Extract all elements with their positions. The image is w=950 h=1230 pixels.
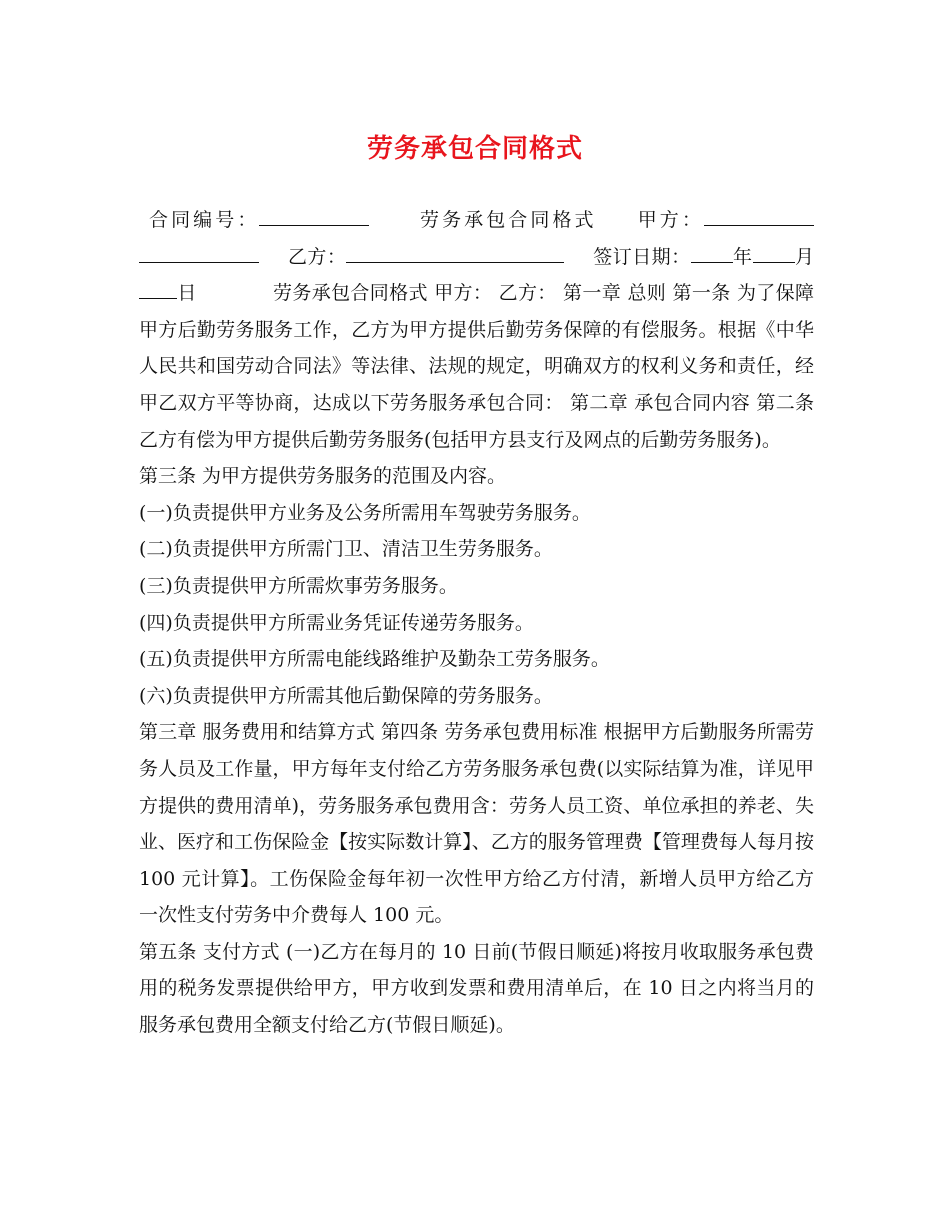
- party-b-blank: [346, 240, 564, 263]
- year-blank: [691, 240, 733, 263]
- party-b-label: 乙方：: [287, 245, 347, 268]
- header-doc-name: 劳务承包合同格式: [416, 209, 597, 231]
- list-item: (二)负责提供甲方所需门卫、清洁卫生劳务服务。: [139, 538, 553, 561]
- header-paragraph: [139, 202, 814, 458]
- year-label: 年: [732, 245, 753, 268]
- list-item: (六)负责提供甲方所需其他后勤保障的劳务服务。: [139, 684, 553, 707]
- paragraph-5: 第五条 支付方式 (一)乙方在每月的 10 日前(节假日顺延)将按月收取服务承包费用的税务发票提供给甲方，甲方收到发票和费用清单后，在 10 日之内将当月的服务承包费用全额支付给乙方(节假日顺延)。: [139, 940, 814, 1037]
- month-label: 月: [794, 245, 814, 268]
- contract-no-label: 合同编号：: [149, 209, 260, 231]
- contract-no-blank: [259, 203, 369, 226]
- party-a-blank: [704, 203, 814, 226]
- paragraph-3: 第三条 为甲方提供劳务服务的范围及内容。: [139, 465, 507, 488]
- party-a-blank-cont: [139, 240, 259, 263]
- sign-date-label: 签订日期：: [592, 245, 691, 268]
- intro-text: 劳务承包合同格式 甲方： 乙方： 第一章 总则 第一条 为了保障甲方后勤劳务服务工作，乙方为甲方提供后勤劳务保障的有偿服务。根据《中华人民共和国劳动合同法》等法律、法规的规定，明确双方的权利义务和责任，经甲乙双方平等协商，达成以下劳务服务承包合同： 第二章 承包合同内容 第二条 乙方有偿为甲方提供后勤劳务服务(包括甲方县支行及网点的后勤劳务服务)。: [139, 282, 814, 451]
- document-title: 劳务承包合同格式: [366, 134, 583, 164]
- list-item: (五)负责提供甲方所需电能线路维护及勤杂工劳务服务。: [139, 648, 610, 671]
- day-label: 日: [177, 282, 197, 305]
- list-item: (三)负责提供甲方所需炊事劳务服务。: [139, 574, 458, 597]
- list-item: (四)负责提供甲方所需业务凭证传递劳务服务。: [139, 611, 534, 634]
- list-item: (一)负责提供甲方业务及公务所需用车驾驶劳务服务。: [139, 501, 591, 524]
- day-blank: [139, 276, 177, 299]
- party-a-label: 甲方：: [634, 209, 704, 231]
- month-blank-pre: [753, 240, 795, 263]
- paragraph-4: 第三章 服务费用和结算方式 第四条 劳务承包费用标准 根据甲方后勤服务所需劳务人员及工作量，甲方每年支付给乙方劳务服务承包费(以实际结算为准，详见甲方提供的费用清单)，劳务服务承包费用含：劳务人员工资、单位承担的养老、失业、医疗和工伤保险金【按实际数计算】、乙方的服务管理费【管理费每人每月按 100 元计算】。工伤保险金每年初一次性甲方给乙方付清，新增人员甲方给乙方一次性支付劳务中介费每人 100 元。: [139, 721, 814, 927]
- document-body: [139, 202, 814, 1044]
